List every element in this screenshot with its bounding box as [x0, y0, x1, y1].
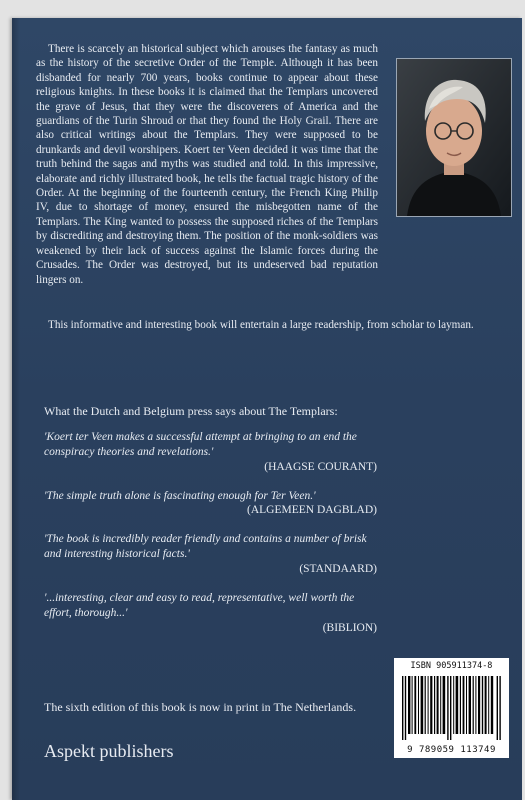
barcode-bars [402, 676, 501, 740]
closing-paragraph: This informative and interesting book will entertain a large readership, from scholar to layman. [48, 319, 474, 331]
book-back-cover [12, 18, 522, 800]
press-quote: 'Koert ter Veen makes a successful attempt at bringing to an end the conspiracy theories and revelations.' [44, 431, 357, 458]
press-source: (BIBLION) [322, 622, 377, 634]
publisher-name: Aspekt publishers [44, 741, 174, 761]
barcode [394, 658, 509, 758]
barcode-digits: 9 789059 113749 [407, 745, 496, 755]
press-source: (STANDAARD) [299, 563, 377, 575]
press-quote: 'The book is incredibly reader friendly and contains a number of brisk and interesting historical facts.' [44, 533, 367, 560]
press-intro: What the Dutch and Belgium press says about The Templars: [44, 404, 338, 418]
edition-note: The sixth edition of this book is now in print in The Netherlands. [44, 700, 357, 714]
press-source: (HAAGSE COURANT) [264, 461, 377, 473]
blurb-paragraph: There is scarcely an historical subject which arouses the fantasy as much as the history of the secretive Order of the Temple. Although it has been disbanded for nearly 700 years, books continue to appear about these religious knights. In these books it is claimed that the Templars uncovered the grave of Jesus, that they were the discoverers of America and the guardians of the Turin Shroud or that they found the Holy Grail. There are also critical writings about the Templars. They were supposed to be drunkards and devil worshipers. Koert ter Veen decided it was time that the truth behind the sagas and myths was studied and told. In this impressive, elaborate and richly illustrated book, he tells the factual tragic history of the Order. At the beginning of the fourteenth century, the French King Philip IV, due to shortage of money, ensured the misbegotten name of the Templars. The King wanted to possess the supposed riches of the Templars by discrediting and destroying them. The position of the monk-soldiers was weakened by their lack of success against the Islamic forces during the Crusades. The Order was destroyed, but its undeserved bad reputation lingers on. [36, 43, 378, 286]
press-source: (ALGEMEEN DAGBLAD) [247, 504, 377, 516]
press-quote: 'The simple truth alone is fascinating enough for Ter Veen.' [44, 490, 316, 502]
press-quote: '...interesting, clear and easy to read, representative, well worth the effort, thorough...' [44, 592, 355, 619]
isbn-label: ISBN 905911374-8 [410, 661, 493, 671]
author-portrait-image [397, 59, 511, 216]
author-photo [396, 58, 512, 217]
